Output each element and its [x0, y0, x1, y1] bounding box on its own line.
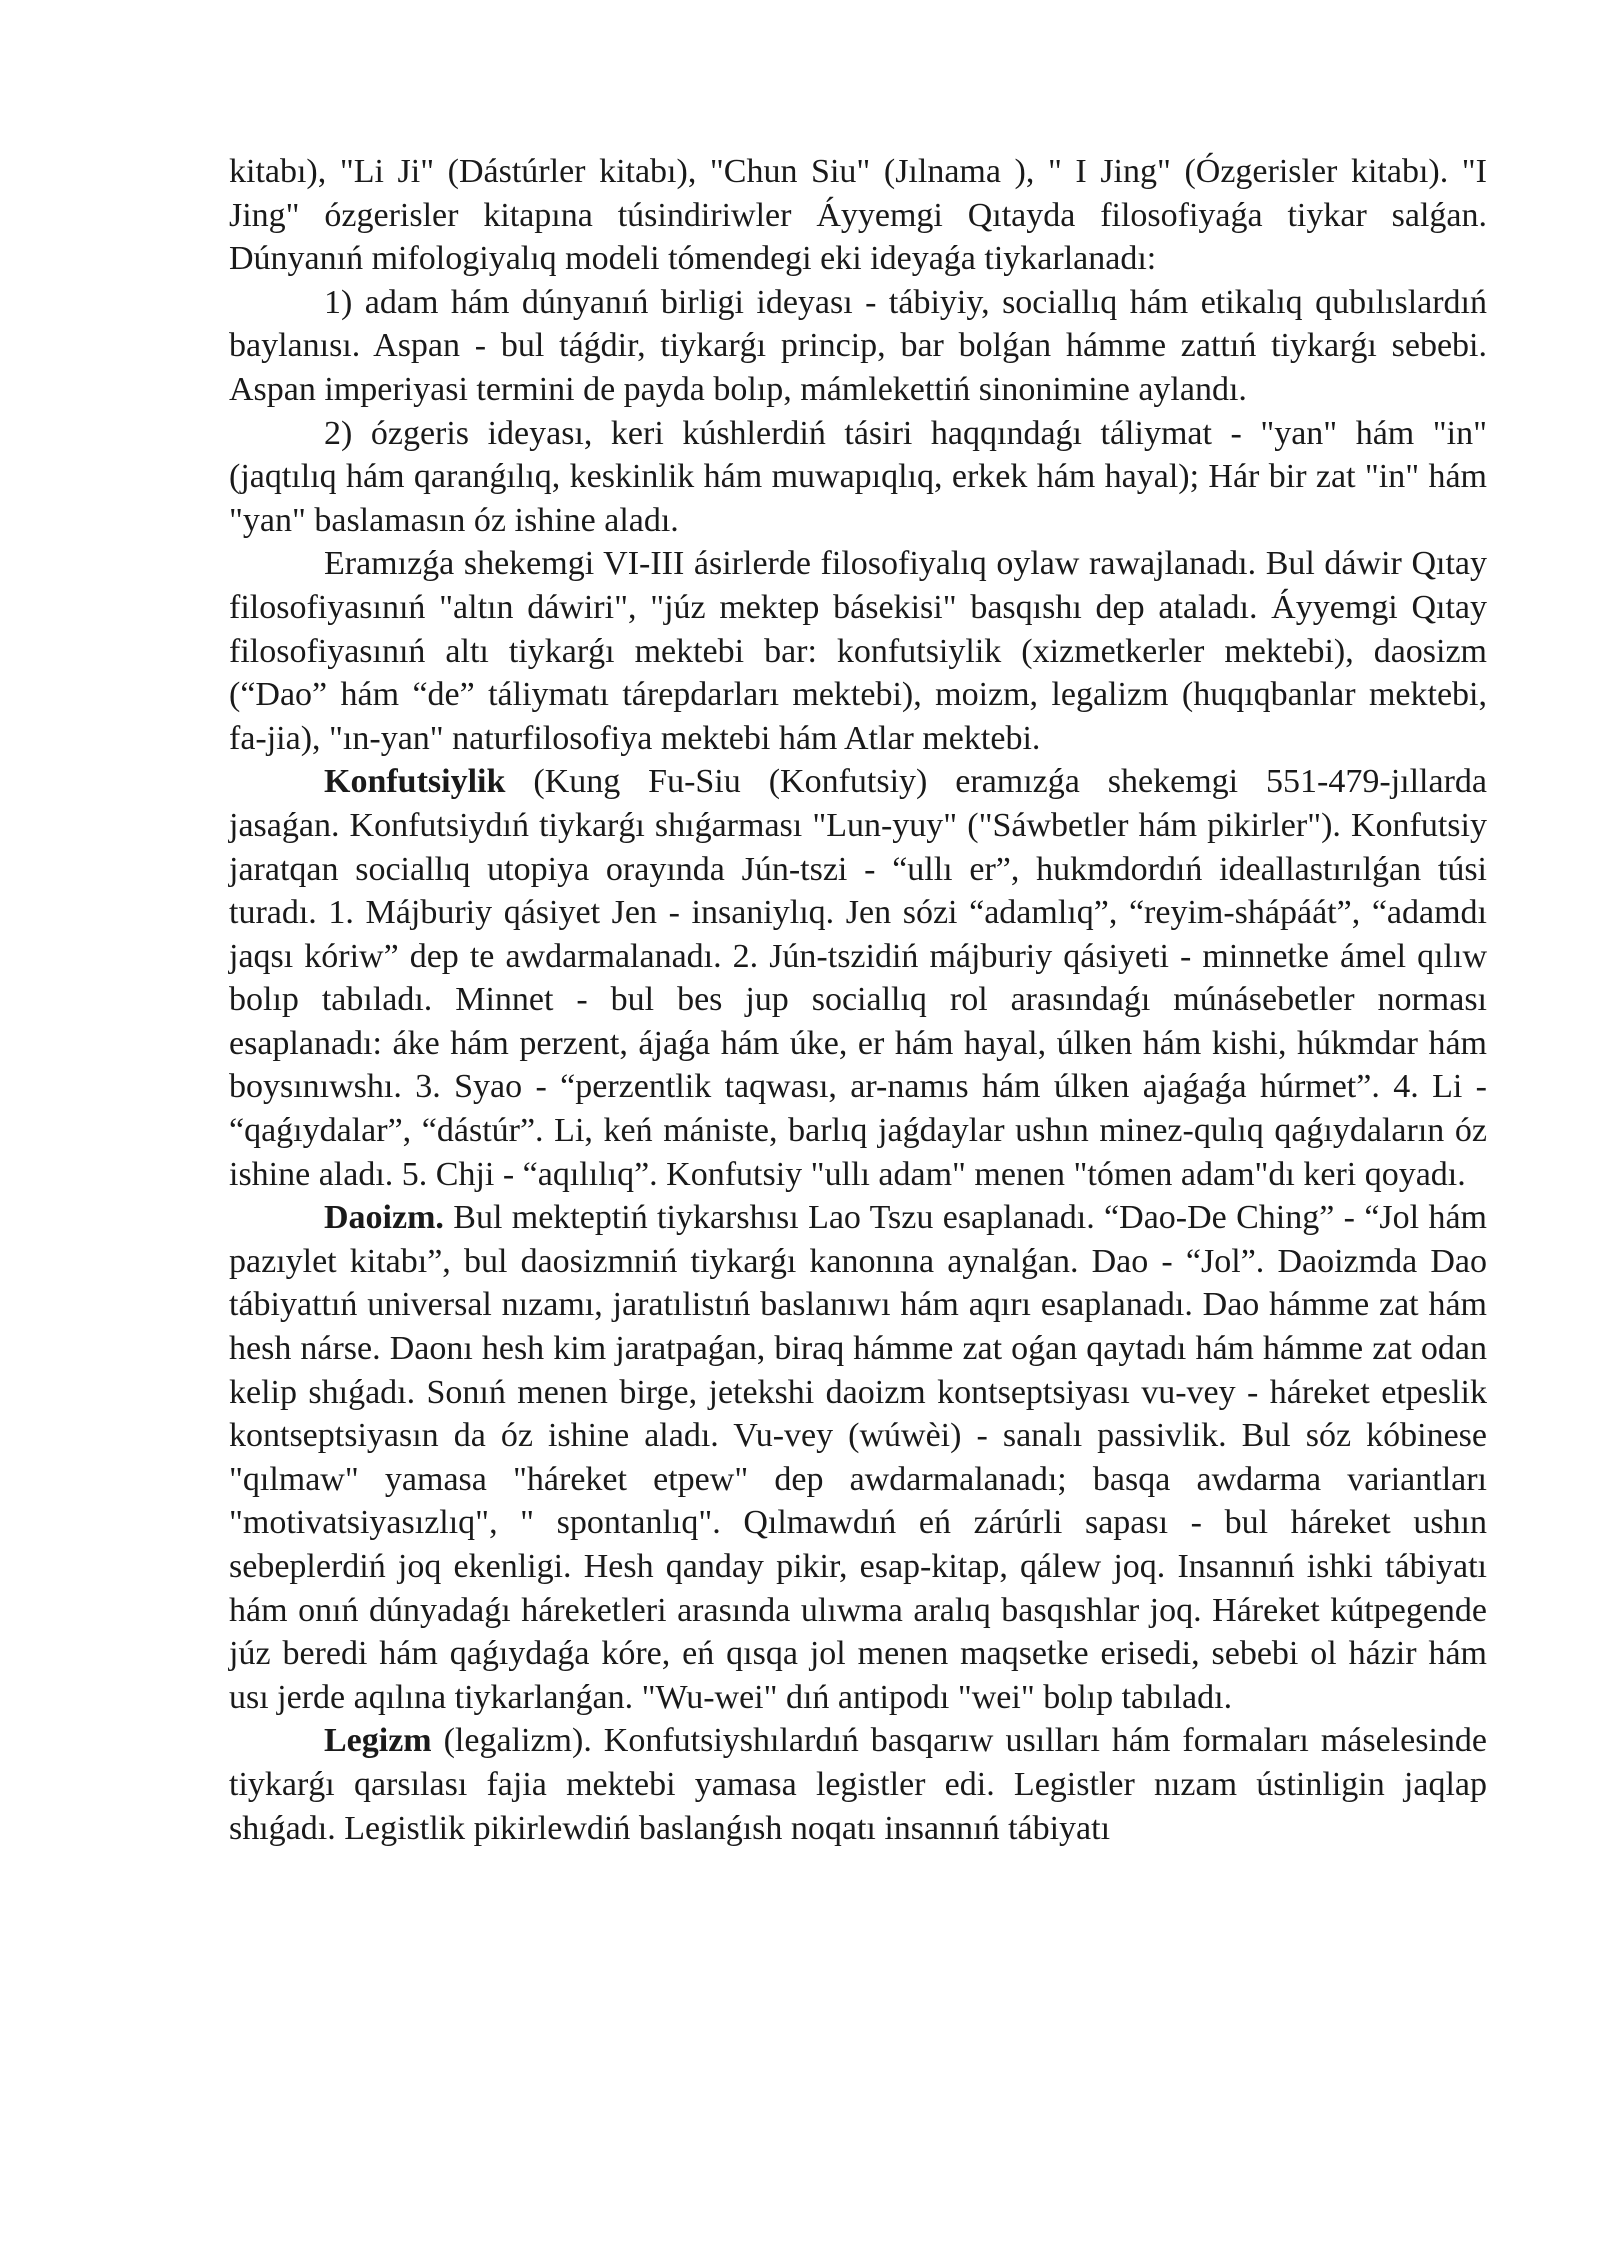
- paragraph-1-text: kitabı), "Li Ji" (Dástúrler kitabı), "Chun Siu" (Jılnama ), " I Jing" (Ózgerisler kitabı). "I Jing" ózgerisler kitapına túsindiriwler Áyyemgi Qıtayda filosofiyaǵa tiykar salǵan. Dúnyanıń mifologiyalıq modeli tómendegi eki ideyaǵa tiykarlanadı:: [229, 153, 1487, 278]
- paragraph-2: [229, 281, 1487, 412]
- paragraph-2-text: 1) adam hám dúnyanıń birligi ideyası - tábiyiy, sociallıq hám etikalıq qubılıslardıń baylanısı. Aspan - bul táǵdir, tiykarǵı princip, bar bolǵan hámme zattıń tiykarǵı sebebi. Aspan imperiyasi termini de payda bolıp, mámlekettiń sinonimine aylandı.: [229, 283, 1487, 408]
- paragraph-4-text: Eramızǵa shekemgi VI-III ásirlerde filosofiyalıq oylaw rawajlanadı. Bul dáwir Qıtay filosofiyasınıń "altın dáwiri", "júz mektep básekisi" basqıshı dep ataladı. Áyyemgi Qıtay filosofiyasınıń altı tiykarǵı mektebi bar: konfutsiylik (xizmetkerler mektebi), daosizm (“Dao” hám “de” táliymatı tárepdarları mektebi), moizm, legalizm (huqıqbanlar mektebi, fa-jia), "ın-yan" naturfilosofiya mektebi hám Atlar mektebi.: [229, 545, 1487, 757]
- paragraph-3: [229, 412, 1487, 543]
- paragraph-5-text: (Kung Fu-Siu (Konfutsiy) eramızǵa shekemgi 551-479-jıllarda jasaǵan. Konfutsiydıń tiykarǵı shıǵarması "Lun-yuy" ("Sáwbetler hám pikirler"). Konfutsiy jaratqan sociallıq utopiya orayında Jún-tszi - “ullı er”, hukmdordıń ideallastırılǵan túsi turadı. 1. Májburiy qásiyet Jen - insaniylıq. Jen sózi “adamlıq”, “reyim-shápáát”, “adamdı jaqsı kóriw” dep te awdarmalanadı. 2. Jún-tszidiń májburiy qásiyeti - minnetke ámel qılıw bolıp tabıladı. Minnet - bul bes jup sociallıq rol arasındaǵı múnásebetler norması esaplanadı: áke hám perzent, ájaǵa hám úke, er hám hayal, úlken hám kishi, húkmdar hám boysınıwshı. 3. Syao - “perzentlik taqwası, ar-namıs hám úlken ajaǵaǵa húrmet”. 4. Li - “qaǵıydalar”, “dástúr”. Li, keń mániste, barlıq jaǵdaylar ushın minez-qulıq qaǵıydaların óz ishine aladı. 5. Chji - “aqılılıq”. Konfutsiy "ullı adam" menen "tómen adam"dı keri qoyadı.: [229, 763, 1487, 1193]
- paragraph-6: [229, 1196, 1487, 1719]
- paragraph-6-heading: Daoizm.: [324, 1199, 444, 1237]
- paragraph-6-text: Bul mekteptiń tiykarshısı Lao Tszu esaplanadı. “Dao-De Ching” - “Jol hám pazıylet kitabı”, bul daosizmniń tiykarǵı kanonına aynalǵan. Dao - “Jol”. Daoizmda Dao tábiyattıń universal nızamı, jaratılistıń baslanıwı hám aqırı esaplanadı. Dao hámme zat hám hesh nárse. Daonı hesh kim jaratpaǵan, biraq hámme zat oǵan qaytadı hám hámme zat odan kelip shıǵadı. Sonıń menen birge, jetekshi daoizm kontseptsiyası vu-vey - háreket etpeslik kontseptsiyasın da óz ishine aladı. Vu-vey (wúwèi) - sanalı passivlik. Bul sóz kóbinese "qılmaw" yamasa "háreket etpew" dep awdarmalanadı; basqa awdarma variantları "motivatsiyasızlıq", " spontanlıq". Qılmawdıń eń zárúrli sapası - bul háreket ushın sebeplerdiń joq ekenligi. Hesh qanday pikir, esap-kitap, qálew joq. Insannıń ishki tábiyatı hám onıń dúnyadaǵı háreketleri arasında ulıwma aralıq basqıshlar joq. Háreket kútpegende júz beredi hám qaǵıydaǵa kóre, eń qısqa jol menen maqsetke erisedi, sebebi ol házir hám usı jerde aqılına tiykarlanǵan. "Wu-wei" dıń antipodı "wei" bolıp tabıladı.: [229, 1199, 1487, 1716]
- paragraph-7-text: (legalizm). Konfutsiyshılardıń basqarıw usılları hám formaları máselesinde tiykarǵı qarsılası fajia mektebi yamasa legistler edi. Legistler nızam ústinligin jaqlap shıǵadı. Legistlik pikirlewdiń baslanǵısh noqatı insannıń tábiyatı: [229, 1722, 1487, 1847]
- paragraph-7-heading: Legizm: [324, 1722, 432, 1760]
- paragraph-1: [229, 150, 1487, 281]
- document-page: [229, 150, 1487, 1850]
- paragraph-7: [229, 1719, 1487, 1850]
- paragraph-5: [229, 760, 1487, 1196]
- paragraph-3-text: 2) ózgeris ideyası, keri kúshlerdiń tásiri haqqındaǵı táliymat - "yan" hám "in" (jaqtılıq hám qaranǵılıq, keskinlik hám muwapıqlıq, erkek hám hayal); Hár bir zat "in" hám "yan" baslamasın óz ishine aladı.: [229, 414, 1487, 539]
- paragraph-5-heading: Konfutsiylik: [324, 763, 506, 801]
- paragraph-4: [229, 542, 1487, 760]
